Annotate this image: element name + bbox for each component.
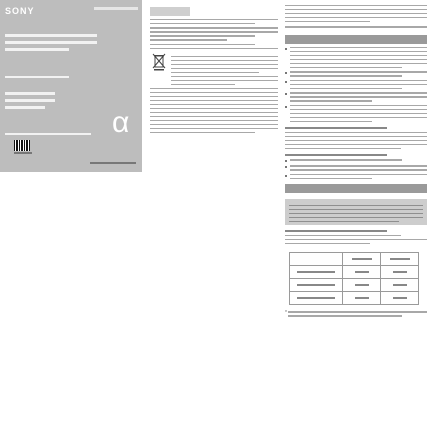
disposal-section: [150, 53, 278, 85]
table-header-col-2: [381, 253, 419, 266]
storage-heading: [285, 154, 387, 156]
instructions-subtitle: [5, 76, 69, 81]
list-item: [285, 70, 427, 77]
table-row: [290, 292, 419, 305]
disposal-text-2: [150, 88, 278, 134]
list-item: [285, 46, 427, 69]
warning-heading: [150, 7, 190, 16]
list-item: [285, 91, 427, 102]
alpha-logo: α: [112, 106, 130, 139]
compatibility-notice: [285, 199, 427, 225]
sony-logo: SONY: [5, 6, 35, 16]
document-code: [94, 7, 138, 10]
barcode-number: [14, 152, 32, 154]
table-header-col-1: [343, 253, 381, 266]
intro-text: [285, 5, 427, 23]
list-item: [285, 158, 427, 162]
table-header-row: [290, 253, 419, 266]
list-item: [285, 173, 427, 180]
crossed-bin-icon: [152, 53, 166, 71]
list-item: [285, 104, 427, 123]
website-url: [90, 162, 136, 164]
warning-text-3: [150, 44, 278, 50]
product-title: [5, 34, 97, 55]
compatibility-table: [289, 252, 419, 305]
disposal-text-1: [171, 53, 278, 85]
cleaning-heading: [285, 127, 387, 129]
barcode-icon: [14, 140, 30, 151]
model-list: [5, 92, 55, 113]
list-item: [285, 164, 427, 171]
table-row: [290, 266, 419, 279]
compat-table-legend: [285, 235, 427, 245]
precautions-list: [285, 46, 427, 123]
precautions-heading: [285, 35, 427, 44]
copyright-line: [5, 133, 91, 138]
table-footnote: *: [285, 310, 427, 317]
compat-table-caption: [285, 230, 387, 232]
warning-text-2: [150, 27, 278, 41]
warning-text-1: [150, 19, 278, 25]
table-header-lens: [290, 253, 343, 266]
cleaning-text: [285, 132, 427, 150]
table-row: [290, 279, 419, 292]
compatible-lenses-heading: [285, 184, 427, 193]
storage-list: [285, 158, 427, 179]
list-item: [285, 79, 427, 90]
